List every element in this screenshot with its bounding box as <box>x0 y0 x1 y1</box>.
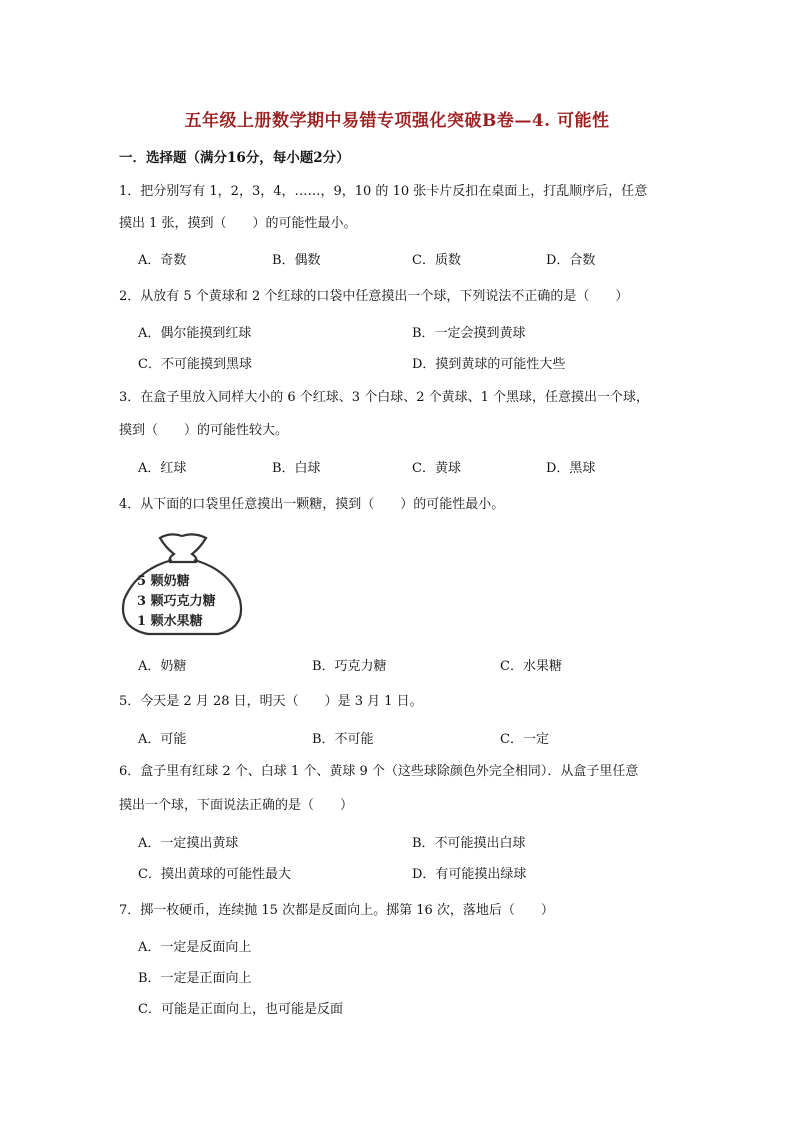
q4-option-a: A．奶糖 <box>138 659 187 674</box>
question-3-line-1: 3．在盒子里放入同样大小的 6 个红球、3 个白球、2 个黄球、1 个黑球，任意摸出一个球， <box>119 390 650 405</box>
question-5-line-1: 5．今天是 2 月 28 日，明天（ ）是 3 月 1 日。 <box>119 694 423 709</box>
q2-option-b: B．一定会摸到黄球 <box>412 326 526 341</box>
q1-option-d: D．合数 <box>546 253 596 268</box>
q1-option-c: C．质数 <box>412 253 461 268</box>
question-4-line-1: 4．从下面的口袋里任意摸出一颗糖，摸到（ ）的可能性最小。 <box>119 497 505 512</box>
question-1-line-1: 1．把分别写有 1，2，3，4，……，9，10 的 10 张卡片反扣在桌面上，打乱顺序后，任意 <box>119 184 648 199</box>
question-1-line-2: 摸出 1 张，摸到（ ）的可能性最小。 <box>119 216 357 231</box>
question-6-line-2: 摸出一个球，下面说法正确的是（ ） <box>119 798 354 813</box>
q6-option-a: A．一定摸出黄球 <box>138 836 239 851</box>
bag-label-milk-candy: 5 颗奶糖 <box>137 574 190 589</box>
q7-option-a: A．一定是反面向上 <box>138 940 252 955</box>
q2-option-c: C．不可能摸到黑球 <box>138 357 252 372</box>
question-6-line-1: 6．盒子里有红球 2 个、白球 1 个、黄球 9 个（这些球除颜色外完全相同）．从盒子里任意 <box>119 764 639 779</box>
bag-label-chocolate: 3 颗巧克力糖 <box>137 594 216 609</box>
q7-option-b: B．一定是正面向上 <box>138 971 252 986</box>
q1-option-b: B．偶数 <box>272 253 321 268</box>
q6-option-b: B．不可能摸出白球 <box>412 836 526 851</box>
candy-bag-illustration <box>118 530 248 642</box>
q4-option-c: C．水果糖 <box>500 659 562 674</box>
q4-option-b: B．巧克力糖 <box>312 659 387 674</box>
q5-option-a: A．可能 <box>138 732 187 747</box>
q7-option-c: C．可能是正面向上，也可能是反面 <box>138 1002 343 1017</box>
q2-option-d: D．摸到黄球的可能性大些 <box>412 357 566 372</box>
q6-option-c: C．摸出黄球的可能性最大 <box>138 867 291 882</box>
question-7-line-1: 7．掷一枚硬币，连续抛 15 次都是反面向上。掷第 16 次，落地后（ ） <box>119 903 554 918</box>
q3-option-a: A．红球 <box>138 461 187 476</box>
q6-option-d: D．有可能摸出绿球 <box>412 867 527 882</box>
question-2-line-1: 2．从放有 5 个黄球和 2 个红球的口袋中任意摸出一个球，下列说法不正确的是（ ） <box>119 289 629 304</box>
question-3-line-2: 摸到（ ）的可能性较大。 <box>119 423 289 438</box>
q5-option-b: B．不可能 <box>312 732 374 747</box>
q2-option-a: A．偶尔能摸到红球 <box>138 326 252 341</box>
section-heading: 一．选择题（满分16分，每小题2分） <box>119 150 350 166</box>
document-title: 五年级上册数学期中易错专项强化突破B卷—4. 可能性 <box>184 111 610 131</box>
bag-label-fruit-candy: 1 颗水果糖 <box>137 614 203 629</box>
q5-option-c: C．一定 <box>500 732 549 747</box>
q3-option-c: C．黄球 <box>412 461 461 476</box>
q3-option-d: D．黑球 <box>546 461 596 476</box>
q3-option-b: B．白球 <box>272 461 321 476</box>
q1-option-a: A．奇数 <box>138 253 187 268</box>
